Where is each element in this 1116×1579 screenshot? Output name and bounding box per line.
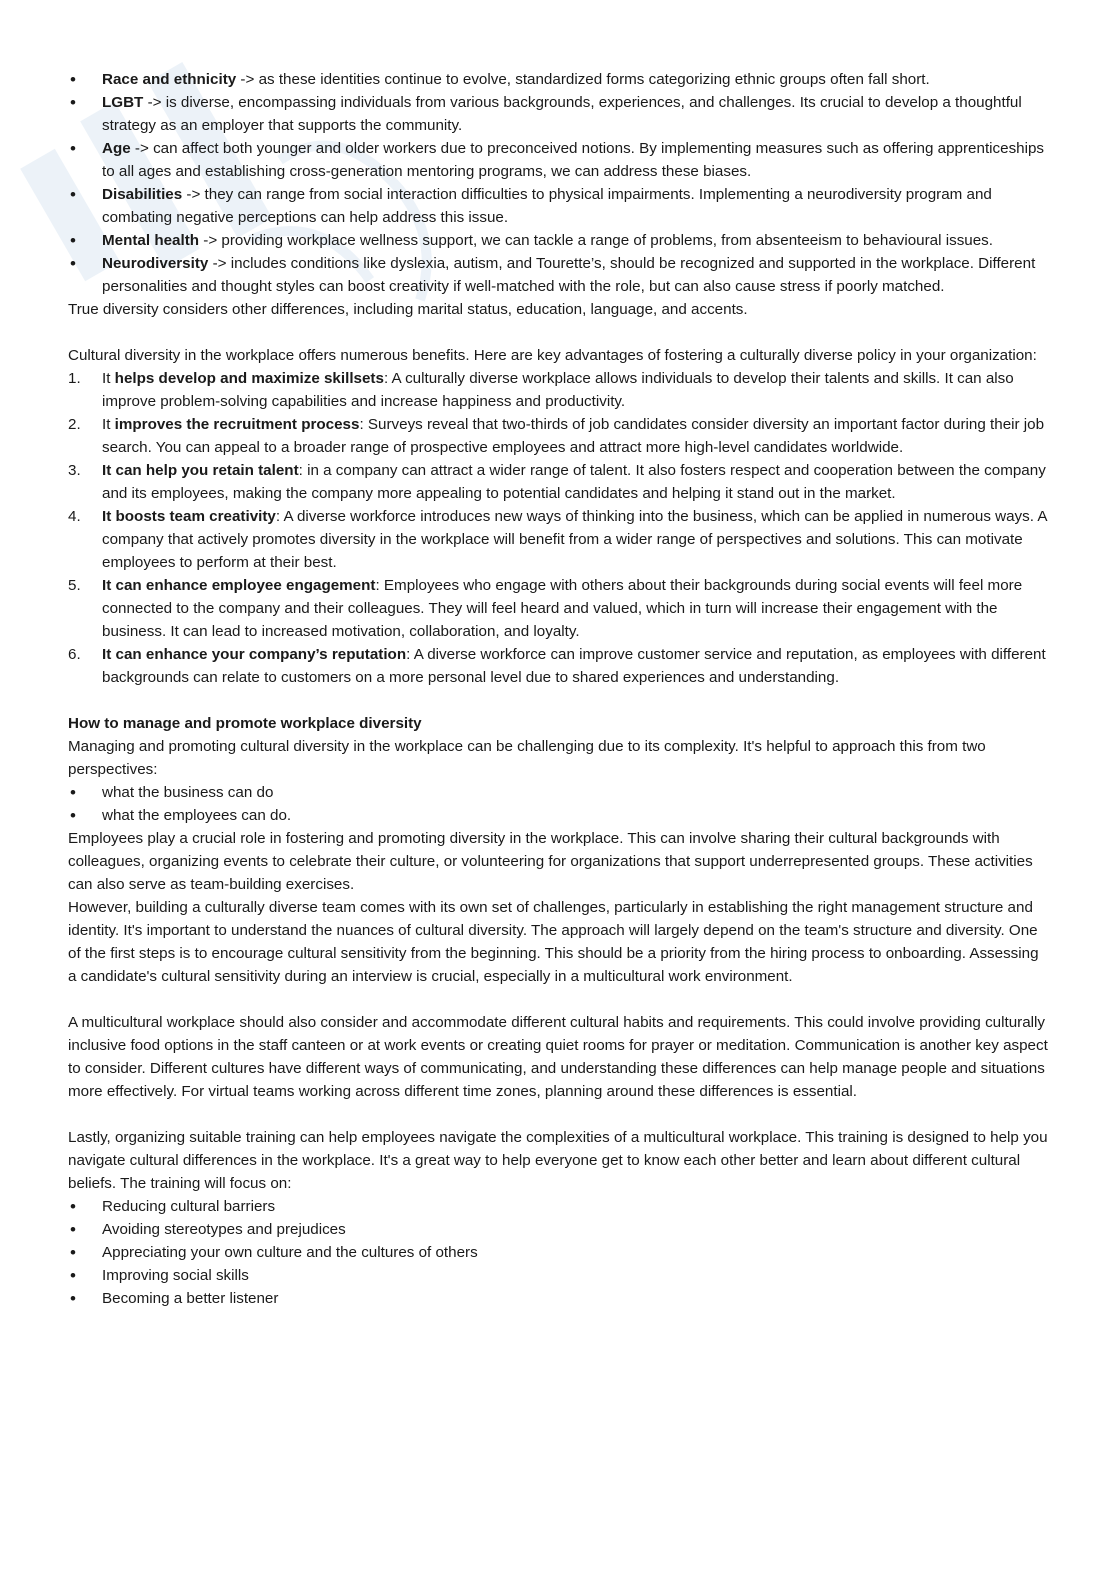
- list-item: 4. It boosts team creativity: A diverse workforce introduces new ways of thinking into the business, which can be applied in numerous ways. A company that actively promotes diversity in the workplace will benefit from a wider range of perspectives and solutions. This can motivate employees to perform at their best.: [68, 508, 1047, 571]
- perspectives-bullet-list: [68, 781, 1050, 827]
- list-item: 2. It improves the recruitment process: Surveys reveal that two-thirds of job candidates consider diversity an important factor during their job search. You can appeal to a broader range of prospective employees and attract more high-level candidates worldwide.: [68, 416, 1045, 456]
- list-item: • Neurodiversity -> includes conditions like dyslexia, autism, and Tourette’s, should be recognized and supported in the workplace. Different personalities and thought styles can boost creativity if well-matched with the role, but can also cause stress if poorly matched.: [68, 252, 1050, 298]
- list-item: • Appreciating your own culture and the cultures of others: [68, 1241, 1050, 1264]
- document-page: [68, 68, 1050, 1310]
- list-item: 6. It can enhance your company’s reputation: A diverse workforce can improve customer service and reputation, as employees with different backgrounds can relate to customers on a more personal level due to shared experiences and understanding.: [68, 646, 1046, 686]
- list-item: 1. It helps develop and maximize skillsets: A culturally diverse workplace allows individuals to develop their talents and skills. It can also improve problem-solving capabilities and increase happiness and productivity.: [68, 370, 1014, 410]
- list-item: • what the employees can do.: [68, 804, 1050, 827]
- list-item: 3. It can help you retain talent: in a company can attract a wider range of talent. It also fosters respect and cooperation between the company and its employees, making the company more appealing to potential candidates and helping it stand out in the market.: [68, 462, 1046, 502]
- list-item: • Mental health -> providing workplace wellness support, we can tackle a range of problems, from absenteeism to behavioural issues.: [68, 229, 1050, 252]
- identity-bullet-list: [68, 68, 1050, 298]
- list-item: • Race and ethnicity -> as these identities continue to evolve, standardized forms categorizing ethnic groups often fall short.: [68, 68, 1050, 91]
- list-item: • Age -> can affect both younger and older workers due to preconceived notions. By implementing measures such as offering apprenticeships to all ages and establishing cross-generation mentoring programs, we can address these biases.: [68, 137, 1050, 183]
- list-item: • Becoming a better listener: [68, 1287, 1050, 1310]
- section-heading: How to manage and promote workplace diversity: [68, 715, 422, 732]
- employees-paragraph: Employees play a crucial role in fostering and promoting diversity in the workplace. This can involve sharing their cultural backgrounds with colleagues, organizing events to celebrate their culture, or volunteering for organizations that support underrepresented groups. These activities can also serve as team-building exercises.: [68, 830, 1033, 893]
- training-paragraph: Lastly, organizing suitable training can help employees navigate the complexities of a multicultural workplace. This training is designed to help you navigate cultural differences in the workplace. It's a great way to help everyone get to know each other better and learn about different cultural beliefs. The training will focus on:: [68, 1129, 1048, 1192]
- list-item: • Reducing cultural barriers: [68, 1195, 1050, 1218]
- list-item: • what the business can do: [68, 781, 1050, 804]
- however-paragraph: However, building a culturally diverse team comes with its own set of challenges, particularly in establishing the right management structure and identity. It's important to understand the nuances of cultural diversity. The approach will largely depend on the team's structure and diversity. One of the first steps is to encourage cultural sensitivity from the beginning. This should be a priority from the hiring process to onboarding. Assessing a candidate's cultural sensitivity during an interview is crucial, especially in a multicultural work environment.: [68, 899, 1039, 985]
- list-item: • Disabilities -> they can range from social interaction difficulties to physical impairments. Implementing a neurodiversity program and combating negative perceptions can help address this issue.: [68, 183, 1050, 229]
- benefits-numbered-list: [68, 367, 1050, 689]
- list-item: • Avoiding stereotypes and prejudices: [68, 1218, 1050, 1241]
- benefits-intro-paragraph: Cultural diversity in the workplace offers numerous benefits. Here are key advantages of fostering a culturally diverse policy in your organization:: [68, 347, 1037, 364]
- multicultural-paragraph: A multicultural workplace should also consider and accommodate different cultural habits and requirements. This could involve providing culturally inclusive food options in the staff canteen or at work events or creating quiet rooms for prayer or meditation. Communication is another key aspect to consider. Different cultures have different ways of communicating, and understanding these differences can help manage people and situations more effectively. For virtual teams working across different time zones, planning around these differences is essential.: [68, 1014, 1048, 1100]
- list-item: • Improving social skills: [68, 1264, 1050, 1287]
- training-bullet-list: [68, 1195, 1050, 1310]
- list-item: 5. It can enhance employee engagement: Employees who engage with others about their backgrounds during social events will feel more connected to the company and their colleagues. They will feel heard and valued, which in turn will increase their engagement with the business. It can lead to increased motivation, collaboration, and loyalty.: [68, 577, 1023, 640]
- true-diversity-paragraph: True diversity considers other differences, including marital status, education, language, and accents.: [68, 301, 748, 318]
- manage-paragraph: Managing and promoting cultural diversity in the workplace can be challenging due to its complexity. It's helpful to approach this from two perspectives:: [68, 738, 986, 778]
- list-item: • LGBT -> is diverse, encompassing individuals from various backgrounds, experiences, and challenges. Its crucial to develop a thoughtful strategy as an employer that supports the community.: [68, 91, 1050, 137]
